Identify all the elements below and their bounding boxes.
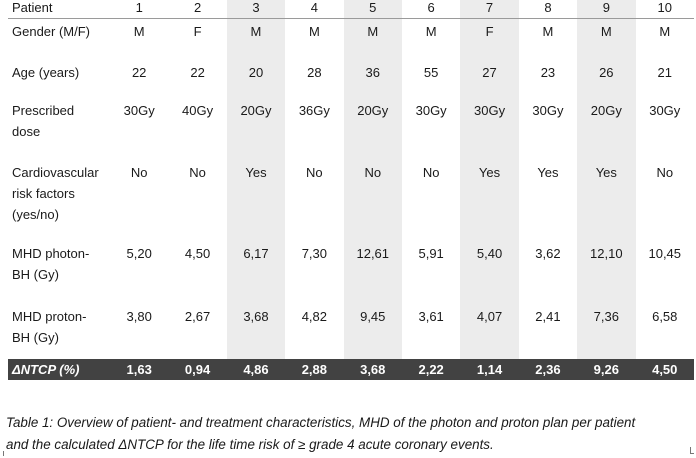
table-cell: 2,36 bbox=[519, 359, 577, 380]
row-label-line: BH (Gy) bbox=[12, 267, 59, 282]
table-row-mhd-photon bbox=[8, 242, 694, 305]
patient-number: 6 bbox=[402, 0, 460, 19]
row-label bbox=[8, 19, 110, 59]
row-label bbox=[8, 242, 110, 305]
table-cell: 30Gy bbox=[415, 103, 447, 118]
row-label bbox=[8, 99, 110, 161]
row-label-line: MHD proton- bbox=[12, 309, 87, 324]
text-cursor-mark bbox=[3, 451, 4, 456]
table-cell: 2,67 bbox=[184, 309, 211, 324]
row-label bbox=[8, 161, 110, 242]
table-cell: F bbox=[193, 24, 202, 39]
table-row-cardiovascular-risk bbox=[8, 161, 694, 242]
patient-number: 1 bbox=[110, 0, 168, 19]
table-cell: 3,68 bbox=[344, 359, 402, 380]
table-cell: 40Gy bbox=[182, 103, 214, 118]
table-cell: 4,82 bbox=[301, 309, 328, 324]
header-label: Patient bbox=[8, 0, 110, 19]
table-cell: 4,50 bbox=[184, 246, 211, 261]
table-cell: 27 bbox=[460, 58, 518, 99]
table-cell: 22 bbox=[131, 65, 147, 80]
table-cell: 1,14 bbox=[460, 359, 518, 380]
table-cell: 6,17 bbox=[227, 242, 285, 305]
table-cell: 1,63 bbox=[110, 359, 168, 380]
table-cell: 20Gy bbox=[344, 99, 402, 161]
patient-number: 10 bbox=[636, 0, 694, 19]
table-cell: 9,26 bbox=[577, 359, 635, 380]
patient-number: 8 bbox=[519, 0, 577, 19]
table-cell: 28 bbox=[307, 65, 322, 80]
table-header-row bbox=[8, 0, 694, 19]
table-cell: 2,22 bbox=[402, 359, 460, 380]
table-cell: 3,62 bbox=[535, 246, 561, 261]
table-cell: 30Gy bbox=[123, 103, 155, 118]
patient-characteristics-table bbox=[8, 0, 694, 380]
table-cell: F bbox=[460, 19, 518, 59]
table-cell: No bbox=[656, 165, 674, 180]
table-cell: 21 bbox=[657, 65, 672, 80]
table-cell: 5,20 bbox=[126, 246, 152, 261]
table-cell: 4,07 bbox=[460, 305, 518, 359]
row-label-line: risk factors bbox=[12, 186, 75, 201]
table-cell: 10,45 bbox=[648, 246, 682, 261]
table-cell: M bbox=[227, 19, 285, 59]
table-cell: 5,91 bbox=[418, 246, 444, 261]
row-label-line: Gender (M/F) bbox=[12, 24, 91, 39]
table-cell: M bbox=[577, 19, 635, 59]
row-label-line: BH (Gy) bbox=[12, 330, 59, 345]
table-row-mhd-proton bbox=[8, 305, 694, 359]
table-cell: 36 bbox=[344, 58, 402, 99]
table-cell: Yes bbox=[537, 165, 559, 180]
patient-number: 4 bbox=[285, 0, 343, 19]
row-label-line: Cardiovascular bbox=[12, 165, 99, 180]
delta-ntcp-label: ΔNTCP (%) bbox=[8, 359, 110, 380]
patient-number: 9 bbox=[577, 0, 635, 19]
row-label bbox=[8, 58, 110, 99]
table-cell: No bbox=[130, 165, 148, 180]
table-cell: 6,58 bbox=[652, 309, 678, 324]
table-cell: 0,94 bbox=[168, 359, 226, 380]
table-row-gender bbox=[8, 19, 694, 59]
table-cell: 20 bbox=[227, 58, 285, 99]
table-row-delta-ntcp bbox=[8, 359, 694, 380]
patient-number: 3 bbox=[227, 0, 285, 19]
table-cell: 9,45 bbox=[344, 305, 402, 359]
table-cell: M bbox=[344, 19, 402, 59]
table-cell: Yes bbox=[577, 161, 635, 242]
table-cell: 3,68 bbox=[227, 305, 285, 359]
table-cell: Yes bbox=[460, 161, 518, 242]
table-cell: 7,36 bbox=[577, 305, 635, 359]
table-cell: 23 bbox=[540, 65, 556, 80]
page-corner-mark bbox=[690, 447, 694, 454]
table-cell: No bbox=[422, 165, 440, 180]
table-cell: 30Gy bbox=[649, 103, 681, 118]
table-cell: 12,10 bbox=[577, 242, 635, 305]
table-cell: No bbox=[189, 165, 206, 180]
table-cell: 3,80 bbox=[126, 309, 152, 324]
table-cell: 26 bbox=[577, 58, 635, 99]
caption-line: Table 1: Overview of patient- and treatment characteristics, MHD of the photon and proton plan per patient bbox=[6, 415, 636, 430]
table-cell: M bbox=[133, 24, 145, 39]
table-cell: 5,40 bbox=[460, 242, 518, 305]
row-label bbox=[8, 305, 110, 359]
table-cell: 2,88 bbox=[285, 359, 343, 380]
table-cell: 4,86 bbox=[227, 359, 285, 380]
table-cell: 22 bbox=[190, 65, 205, 80]
table-cell: 55 bbox=[423, 65, 439, 80]
table-cell: M bbox=[659, 24, 671, 39]
table-cell: 20Gy bbox=[577, 99, 635, 161]
table-cell: 20Gy bbox=[227, 99, 285, 161]
table-cell: 3,61 bbox=[418, 309, 444, 324]
table-cell: M bbox=[425, 24, 437, 39]
row-label-line: MHD photon- bbox=[12, 246, 90, 261]
table-cell: 30Gy bbox=[460, 99, 518, 161]
table-cell: M bbox=[308, 24, 320, 39]
table-cell: No bbox=[344, 161, 402, 242]
table-cell: 30Gy bbox=[532, 103, 564, 118]
table-cell: 2,41 bbox=[535, 309, 561, 324]
table-cell: Yes bbox=[227, 161, 285, 242]
row-label-line: (yes/no) bbox=[12, 207, 59, 222]
table-cell: 7,30 bbox=[301, 246, 328, 261]
row-label-line: Prescribed bbox=[12, 103, 75, 118]
table-row-age bbox=[8, 58, 694, 99]
table-caption bbox=[6, 412, 694, 456]
patient-number: 7 bbox=[460, 0, 518, 19]
table-cell: 12,61 bbox=[344, 242, 402, 305]
table-cell: M bbox=[542, 24, 554, 39]
table-cell: 4,50 bbox=[636, 359, 694, 380]
table-cell: 36Gy bbox=[298, 103, 330, 118]
row-label-line: dose bbox=[12, 124, 41, 139]
row-label-line: Age (years) bbox=[12, 65, 80, 80]
table-cell: No bbox=[306, 165, 323, 180]
patient-number: 5 bbox=[344, 0, 402, 19]
table-row-prescribed-dose bbox=[8, 99, 694, 161]
patient-number: 2 bbox=[168, 0, 226, 19]
caption-line: and the calculated ΔNTCP for the life time risk of ≥ grade 4 acute coronary events. bbox=[6, 437, 494, 452]
